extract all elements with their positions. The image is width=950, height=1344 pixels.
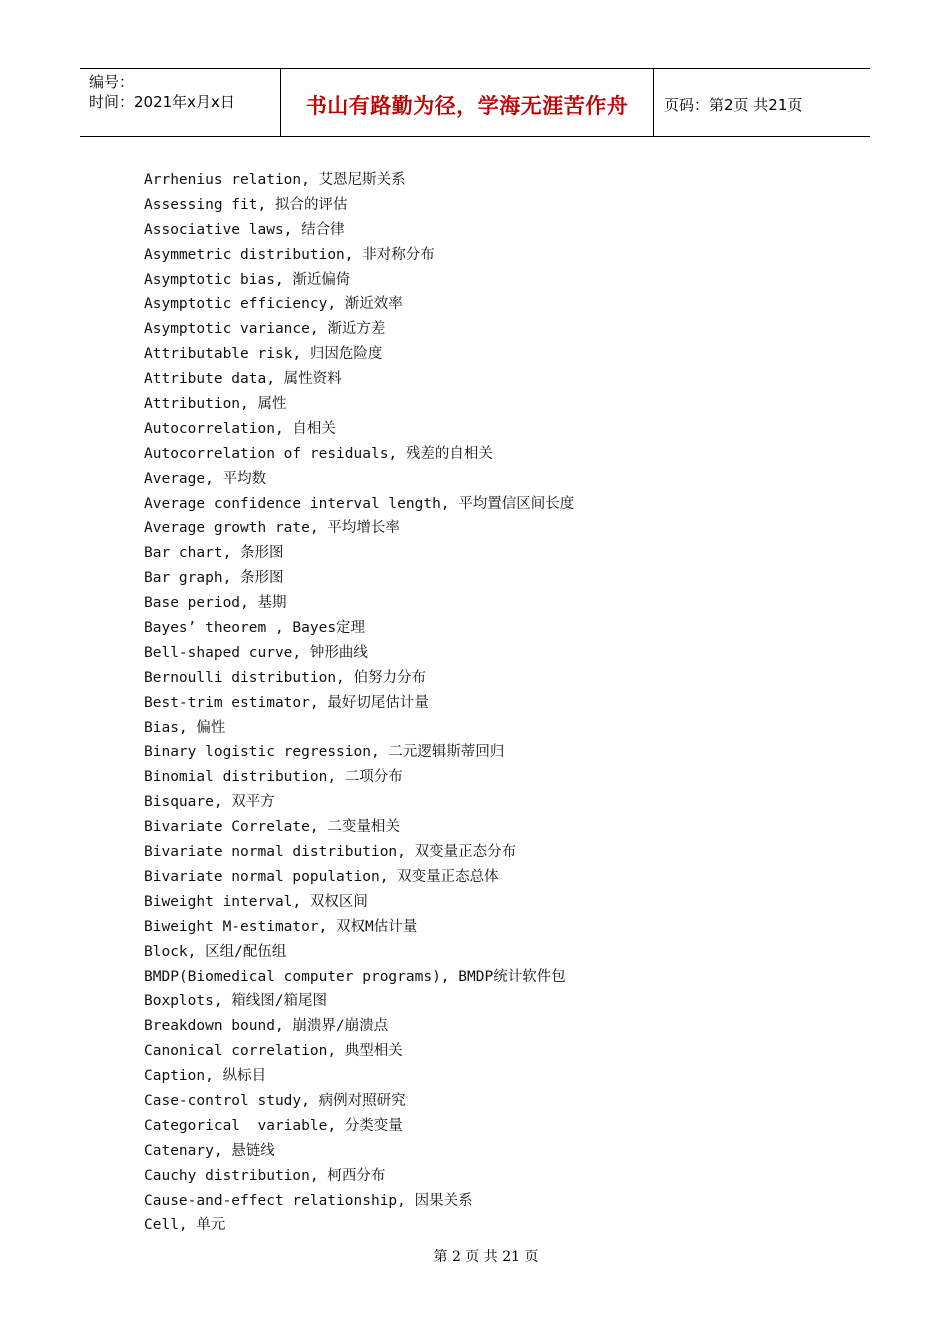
document-number-label: 编号：	[89, 73, 135, 91]
glossary-entry: Asymptotic bias, 渐近偏倚	[144, 271, 351, 288]
glossary-entry: Binary logistic regression, 二元逻辑斯蒂回归	[144, 744, 505, 761]
glossary-entry: Categorical variable, 分类变量	[144, 1117, 403, 1134]
header-page-info: 页码：第2页 共21页	[664, 95, 803, 114]
glossary-entry: Bell-shaped curve, 钟形曲线	[144, 644, 368, 661]
glossary-entry: Autocorrelation of residuals, 残差的自相关	[144, 445, 493, 462]
glossary-entry: Average growth rate, 平均增长率	[144, 520, 400, 537]
glossary-entry: Bivariate normal distribution, 双变量正态分布	[144, 844, 517, 861]
glossary-entry: Biweight M-estimator, 双权M估计量	[144, 918, 418, 935]
glossary-entry: Bisquare, 双平方	[144, 794, 275, 811]
glossary-entry: Cell, 单元	[144, 1217, 226, 1234]
glossary-entry: Average confidence interval length, 平均置信区间长度	[144, 495, 575, 512]
document-time-label: 时间：2021年x月x日	[89, 93, 235, 111]
glossary-entry: Attribution, 属性	[144, 396, 287, 413]
glossary-entry: Asymptotic efficiency, 渐近效率	[144, 296, 403, 313]
glossary-list	[144, 168, 574, 1238]
glossary-entry: Bar chart, 条形图	[144, 545, 284, 562]
glossary-entry: Bivariate Correlate, 二变量相关	[144, 819, 400, 836]
page-header	[80, 68, 870, 137]
glossary-entry: Best-trim estimator, 最好切尾估计量	[144, 694, 429, 711]
glossary-entry: Bivariate normal population, 双变量正态总体	[144, 868, 499, 885]
glossary-entry: Arrhenius relation, 艾恩尼斯关系	[144, 172, 406, 188]
glossary-entry: Bar graph, 条形图	[144, 570, 284, 587]
glossary-entry: Bernoulli distribution, 伯努力分布	[144, 669, 427, 686]
header-meta	[80, 69, 281, 136]
glossary-entry: Base period, 基期	[144, 595, 287, 612]
glossary-entry: Asymmetric distribution, 非对称分布	[144, 246, 435, 263]
glossary-entry: Attributable risk, 归因危险度	[144, 346, 383, 363]
glossary-entry: Average, 平均数	[144, 470, 267, 487]
glossary-entry: Catenary, 悬链线	[144, 1142, 275, 1159]
glossary-entry: Autocorrelation, 自相关	[144, 420, 336, 437]
glossary-entry: Breakdown bound, 崩溃界/崩溃点	[144, 1018, 389, 1035]
glossary-entry: Assessing fit, 拟合的评估	[144, 196, 348, 213]
glossary-entry: Canonical correlation, 典型相关	[144, 1043, 403, 1060]
glossary-entry: Asymptotic variance, 渐近方差	[144, 321, 386, 338]
glossary-entry: BMDP(Biomedical computer programs), BMDP统计软件包	[144, 968, 566, 985]
glossary-entry: Associative laws, 结合律	[144, 221, 345, 238]
page-footer: 第 2 页 共 21 页	[433, 1249, 539, 1265]
glossary-entry: Bias, 偏性	[144, 719, 226, 736]
glossary-entry: Bayes’ theorem , Bayes定理	[144, 620, 366, 637]
glossary-entry: Binomial distribution, 二项分布	[144, 769, 403, 786]
glossary-entry: Case-control study, 病例对照研究	[144, 1092, 406, 1109]
glossary-entry: Biweight interval, 双权区间	[144, 893, 368, 910]
glossary-entry: Attribute data, 属性资料	[144, 371, 342, 388]
glossary-entry: Caption, 纵标目	[144, 1068, 267, 1085]
glossary-entry: Cauchy distribution, 柯西分布	[144, 1167, 386, 1184]
glossary-entry: Boxplots, 箱线图/箱尾图	[144, 993, 328, 1010]
glossary-entry: Block, 区组/配伍组	[144, 943, 287, 960]
glossary-entry: Cause-and-effect relationship, 因果关系	[144, 1192, 473, 1209]
header-motto: 书山有路勤为径，学海无涯苦作舟	[281, 69, 654, 136]
